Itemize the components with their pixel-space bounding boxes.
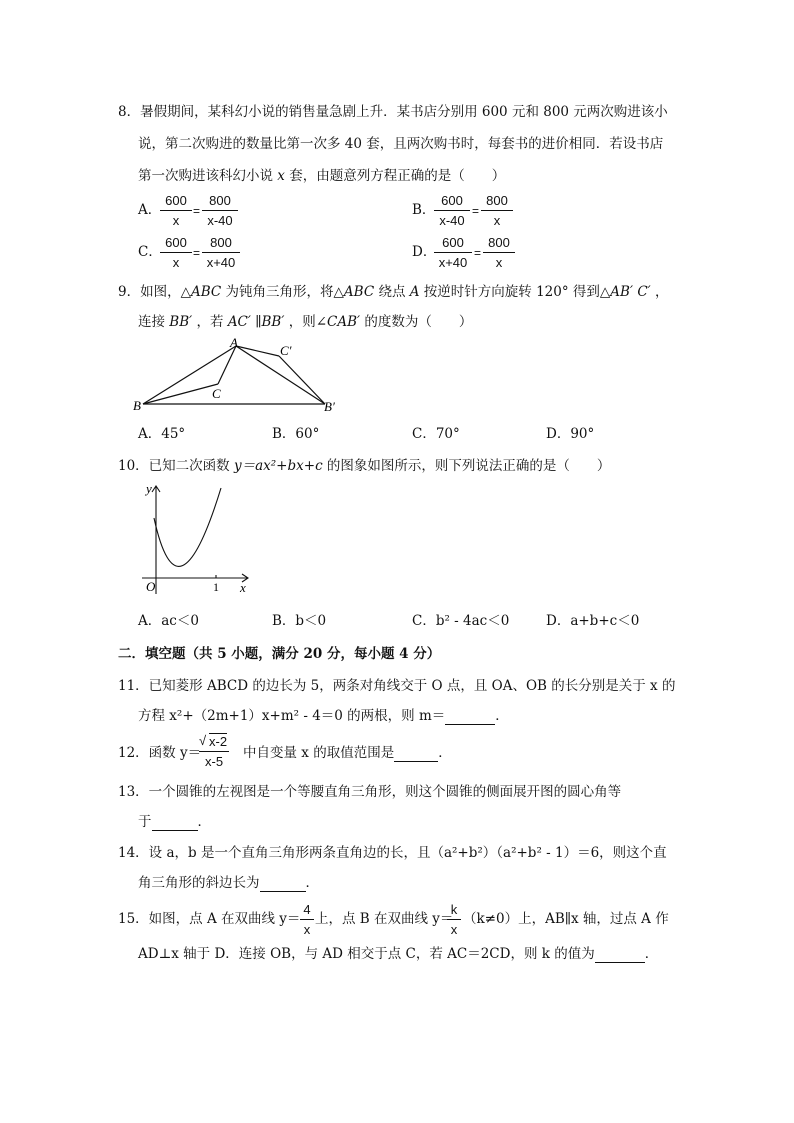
label-a: A <box>230 336 238 350</box>
answer-blank[interactable] <box>595 948 645 963</box>
equals-sign: = <box>193 246 201 260</box>
fraction <box>483 235 515 270</box>
numerator: 4 <box>300 902 314 920</box>
fraction <box>202 193 238 228</box>
var: A <box>409 284 420 300</box>
text: ． <box>644 946 659 962</box>
text: 的图象如图所示，则下列说法正确的是（ ） <box>322 458 611 474</box>
denominator: x-40 <box>439 213 465 228</box>
edge-bc <box>143 384 218 404</box>
q12-pre: 12．函数 y＝ <box>118 745 202 761</box>
text: 于 <box>138 814 152 830</box>
text: ． <box>438 745 452 761</box>
numerator: 600 <box>160 193 192 211</box>
q10-option-a[interactable]: A．ac＜0 <box>138 613 199 629</box>
text: ∥ <box>250 314 262 330</box>
q8-option-label: D． <box>412 244 437 260</box>
text: ， <box>650 284 669 300</box>
q9-line2 <box>138 316 472 330</box>
answer-blank[interactable] <box>394 747 438 762</box>
var: ABC <box>343 284 375 300</box>
equals-sign: = <box>193 204 201 218</box>
label-x: x <box>240 580 246 595</box>
parabola-curve <box>154 488 221 566</box>
q15-line2 <box>138 948 658 963</box>
fraction <box>434 193 470 228</box>
text: ，则∠ <box>284 314 328 330</box>
text: 连接 <box>138 314 170 330</box>
q14-line1: 14．设 a，b 是一个直角三角形两条直角边的长，且（a²+b²）（a²+b² - 1）＝6，则这个直 <box>118 845 667 861</box>
q9-option-a[interactable]: A．45° <box>138 426 186 442</box>
q12-fraction <box>199 734 229 769</box>
q8-line2: 说，第二次购进的数量比第一次多 40 套，且两次购书时，每套书的进价相同．若设书店 <box>138 136 664 152</box>
denominator: x <box>493 213 501 228</box>
q11-line2 <box>138 710 509 725</box>
text: 绕点 <box>374 284 410 300</box>
q8-option-label: B． <box>412 202 436 218</box>
text: 10．已知二次函数 <box>118 458 234 474</box>
q15-fraction-2 <box>447 902 461 937</box>
answer-blank[interactable] <box>445 710 495 725</box>
q10-parabola-figure <box>136 478 256 598</box>
label-one: 1 <box>213 580 219 594</box>
section-title: 二．填空题（共 5 小题，满分 20 分，每小题 4 分） <box>118 646 441 662</box>
q9-option-d[interactable]: D．90° <box>546 426 595 442</box>
text: 按逆时针方向旋转 120° 得到△ <box>419 284 611 300</box>
q15-fraction-1 <box>300 902 314 937</box>
numerator: 800 <box>202 193 238 211</box>
q8-line3-part: 套，由题意列方程正确的是（ ） <box>284 168 506 184</box>
q8-option-label: C． <box>138 244 162 260</box>
text: 角三角形的斜边长为 <box>138 875 260 891</box>
q9-option-b[interactable]: B．60° <box>272 426 320 442</box>
q12-post <box>243 747 452 762</box>
denominator: x <box>172 255 180 270</box>
text: 中自变量 x 的取值范围是 <box>243 745 395 761</box>
denominator: x <box>303 922 311 937</box>
text: ，若 <box>192 314 228 330</box>
numerator: 800 <box>483 235 515 253</box>
answer-blank[interactable] <box>260 877 306 892</box>
fraction <box>481 193 513 228</box>
var: CAB′ <box>327 314 361 330</box>
denominator: x+40 <box>206 255 236 270</box>
q10-option-d[interactable]: D．a+b+c＜0 <box>546 613 640 629</box>
q10-option-c[interactable]: C．b² - 4ac＜0 <box>412 613 510 629</box>
label-b-prime: B′ <box>324 399 335 414</box>
numerator: 800 <box>481 193 513 211</box>
text: 的度数为（ ） <box>360 314 473 330</box>
var: ABC <box>190 284 222 300</box>
denominator: x <box>495 255 503 270</box>
q10-option-b[interactable]: B．b＜0 <box>272 613 327 629</box>
q8-line1: 8．暑假期间，某科幻小说的销售量急剧上升．某书店分别用 600 元和 800 元两次购进该小 <box>118 104 668 120</box>
var: BB′ <box>169 314 193 330</box>
numerator: k <box>447 902 461 920</box>
equals-sign: = <box>474 246 482 260</box>
q8-line3-var: x <box>277 168 285 184</box>
label-b: B <box>133 398 141 413</box>
q9-triangle-figure <box>132 336 347 416</box>
denominator: x+40 <box>438 255 468 270</box>
denominator: x <box>450 922 458 937</box>
text: 方程 x²+（2m+1）x+m² - 4＝0 的两根，则 m＝ <box>138 708 446 724</box>
var: AC′ <box>227 314 251 330</box>
q9-line1 <box>118 286 669 300</box>
q9-option-c[interactable]: C．70° <box>412 426 460 442</box>
edge-ac-prime <box>236 346 279 356</box>
var: AB′ C′ <box>610 284 651 300</box>
q15-post: （k≠0）上，AB∥x 轴，过点 A 作 <box>463 911 669 927</box>
q13-line2 <box>138 816 211 831</box>
answer-blank[interactable] <box>152 816 198 831</box>
q15-mid: 上，点 B 在双曲线 y＝ <box>315 911 454 927</box>
numerator <box>199 734 229 752</box>
text: 为钝角三角形，将△ <box>221 284 344 300</box>
fraction <box>202 235 240 270</box>
text: ． <box>197 814 211 830</box>
label-c: C <box>212 386 221 401</box>
label-c-prime: C′ <box>280 343 292 358</box>
formula: y＝ax²+bx+c <box>233 458 323 474</box>
text: AD⊥x 轴于 D．连接 OB，与 AD 相交于点 C，若 AC＝2CD，则 k 的值为 <box>138 946 595 962</box>
q13-line1: 13．一个圆锥的左视图是一个等腰直角三角形，则这个圆锥的侧面展开图的圆心角等 <box>118 784 622 800</box>
q11-line1: 11．已知菱形 ABCD 的边长为 5，两条对角线交于 O 点，且 OA、OB 的长分别是关于 x 的 <box>118 678 676 694</box>
numerator: 800 <box>202 235 240 253</box>
denominator: x-5 <box>205 754 224 769</box>
q15-pre: 15．如图，点 A 在双曲线 y＝ <box>118 911 301 927</box>
text: ． <box>495 708 509 724</box>
numerator: 600 <box>160 235 192 253</box>
fraction <box>160 193 192 228</box>
q8-line3 <box>138 170 505 184</box>
label-o: O <box>146 579 156 594</box>
fraction <box>160 235 192 270</box>
q8-line3-part: 第一次购进该科幻小说 <box>138 168 278 184</box>
sqrt-arg: x-2 <box>209 734 228 749</box>
denominator: x <box>172 213 180 228</box>
edge-c-prime-b-prime <box>279 356 325 404</box>
q14-line2 <box>138 877 319 892</box>
text: ． <box>305 875 319 891</box>
var: BB′ <box>261 314 285 330</box>
text: 9．如图，△ <box>118 284 191 300</box>
numerator: 600 <box>434 235 472 253</box>
fraction <box>434 235 472 270</box>
q8-option-label: A． <box>138 202 162 218</box>
equals-sign: = <box>472 204 480 218</box>
q10-line1 <box>118 460 610 474</box>
label-y: y <box>146 481 152 496</box>
denominator: x-40 <box>207 213 233 228</box>
numerator: 600 <box>434 193 470 211</box>
sqrt-icon: √ <box>199 733 207 748</box>
